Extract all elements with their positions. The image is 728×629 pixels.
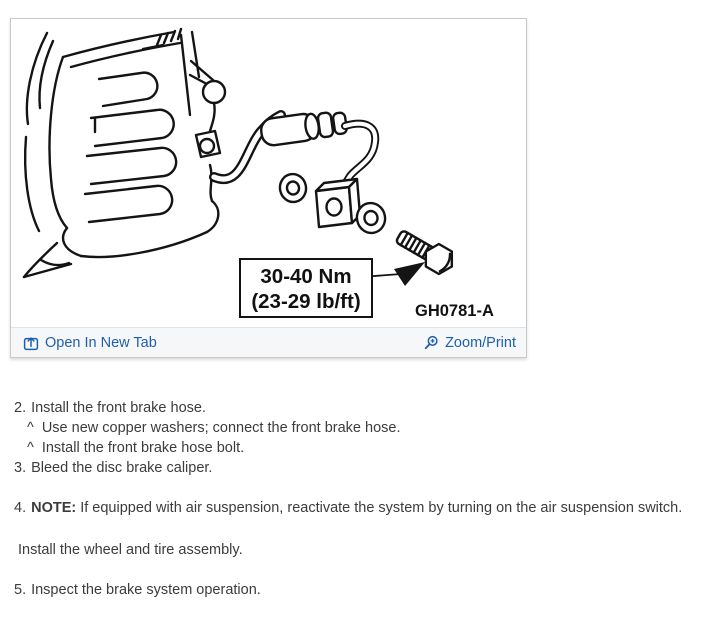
step-4 — [0, 498, 728, 518]
caret-marker: ^ — [27, 420, 34, 436]
torque-label-line1: 30-40 Nm — [260, 265, 352, 288]
open-in-new-tab-label: Open In New Tab — [45, 334, 157, 351]
diagram-card — [10, 18, 527, 358]
step-5 — [0, 580, 728, 600]
wheel-assembly-line — [0, 540, 728, 560]
open-in-new-tab-icon — [23, 335, 39, 351]
diagram-card-footer — [11, 327, 526, 357]
step-4-number: 4. — [14, 500, 27, 516]
step-2-sub-1 — [0, 418, 728, 438]
torque-label-line2: (23-29 lb/ft) — [251, 290, 361, 313]
wheel-assembly-text: Install the wheel and tire assembly. — [18, 542, 243, 558]
diagram-image — [11, 19, 526, 327]
brake-hose-diagram — [11, 19, 526, 327]
open-in-new-tab-link[interactable] — [23, 335, 157, 351]
step-2-sub-1-text: Use new copper washers; connect the front brake hose. — [41, 420, 401, 436]
step-2 — [0, 398, 728, 418]
zoom-print-link[interactable] — [424, 335, 516, 351]
step-2-sub-2-text: Install the front brake hose bolt. — [41, 440, 245, 456]
magnifier-plus-icon — [424, 335, 439, 350]
step-5-number: 5. — [14, 582, 27, 598]
zoom-print-label: Zoom/Print — [445, 334, 516, 351]
step-4-text: If equipped with air suspension, reactivate the system by turning on the air suspension switch. — [80, 500, 683, 516]
caret-marker: ^ — [27, 440, 34, 456]
step-3-text: Bleed the disc brake caliper. — [31, 460, 213, 476]
step-3-number: 3. — [14, 460, 27, 476]
instruction-steps — [0, 398, 728, 600]
note-label: NOTE: — [31, 500, 77, 516]
step-5-text: Inspect the brake system operation. — [31, 582, 261, 598]
step-2-text: Install the front brake hose. — [31, 400, 206, 416]
figure-code: GH0781-A — [415, 302, 494, 320]
step-3 — [0, 458, 728, 478]
step-2-number: 2. — [14, 400, 27, 416]
step-2-sub-2 — [0, 438, 728, 458]
